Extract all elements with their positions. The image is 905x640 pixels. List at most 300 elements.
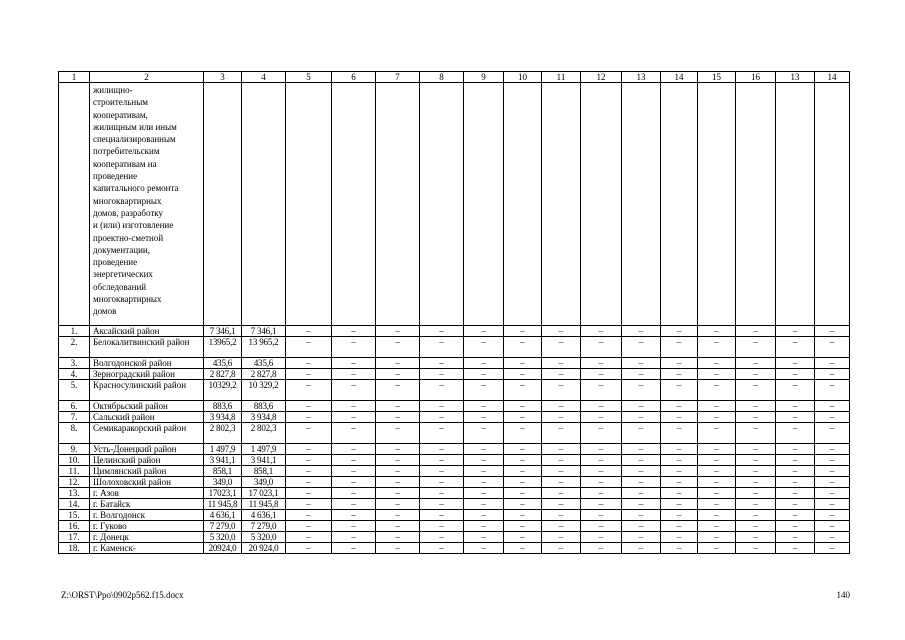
row-dash-cell: – bbox=[504, 326, 542, 337]
description-empty-cell bbox=[376, 83, 420, 326]
row-dash-cell: – bbox=[698, 380, 736, 401]
row-dash-cell: – bbox=[464, 444, 504, 455]
row-dash-cell: – bbox=[622, 543, 661, 554]
row-dash-cell: – bbox=[661, 477, 698, 488]
row-number: 18. bbox=[59, 543, 90, 554]
row-dash-cell: – bbox=[581, 477, 622, 488]
row-dash-cell: – bbox=[376, 401, 420, 412]
row-total-value: 349,0 bbox=[204, 477, 242, 488]
column-number-17: 13 bbox=[776, 72, 815, 83]
row-dash-cell: – bbox=[464, 455, 504, 466]
row-total-value: 11 945,8 bbox=[204, 499, 242, 510]
table-row bbox=[59, 337, 850, 358]
footer-page-number: 140 bbox=[836, 590, 850, 600]
row-dash-cell: – bbox=[581, 543, 622, 554]
description-empty-cell bbox=[698, 83, 736, 326]
column-number-18: 14 bbox=[815, 72, 850, 83]
row-dash-cell: – bbox=[622, 466, 661, 477]
row-name: г. Батайск bbox=[90, 499, 204, 510]
row-number: 2. bbox=[59, 337, 90, 358]
description-empty-cell bbox=[242, 83, 286, 326]
row-dash-cell: – bbox=[736, 532, 776, 543]
row-dash-cell: – bbox=[736, 543, 776, 554]
row-dash-cell: – bbox=[376, 369, 420, 380]
row-dash-cell: – bbox=[376, 358, 420, 369]
row-dash-cell: – bbox=[815, 326, 850, 337]
row-dash-cell: – bbox=[736, 337, 776, 358]
row-dash-cell: – bbox=[776, 521, 815, 532]
column-number-16: 16 bbox=[736, 72, 776, 83]
row-dash-cell: – bbox=[776, 455, 815, 466]
row-dash-cell: – bbox=[542, 466, 581, 477]
row-dash-cell: – bbox=[698, 455, 736, 466]
row-dash-cell: – bbox=[542, 412, 581, 423]
row-regional-value: 17 023,1 bbox=[242, 488, 286, 499]
row-dash-cell: – bbox=[332, 337, 376, 358]
row-dash-cell: – bbox=[698, 466, 736, 477]
row-dash-cell: – bbox=[332, 423, 376, 444]
row-dash-cell: – bbox=[376, 326, 420, 337]
row-dash-cell: – bbox=[504, 532, 542, 543]
row-dash-cell: – bbox=[661, 521, 698, 532]
row-dash-cell: – bbox=[420, 412, 464, 423]
row-dash-cell: – bbox=[286, 466, 332, 477]
row-dash-cell: – bbox=[420, 455, 464, 466]
row-total-value: 17023,1 bbox=[204, 488, 242, 499]
row-dash-cell: – bbox=[504, 488, 542, 499]
row-dash-cell: – bbox=[661, 510, 698, 521]
row-name: Волгодонской район bbox=[90, 358, 204, 369]
description-num-cell bbox=[59, 83, 90, 326]
table-row bbox=[59, 444, 850, 455]
row-dash-cell: – bbox=[286, 337, 332, 358]
table-row bbox=[59, 477, 850, 488]
row-dash-cell: – bbox=[504, 380, 542, 401]
row-regional-value: 11 945,8 bbox=[242, 499, 286, 510]
row-dash-cell: – bbox=[581, 380, 622, 401]
column-number-10: 10 bbox=[504, 72, 542, 83]
row-dash-cell: – bbox=[286, 401, 332, 412]
description-line: многоквартирных bbox=[93, 294, 162, 305]
row-dash-cell: – bbox=[376, 477, 420, 488]
row-dash-cell: – bbox=[504, 369, 542, 380]
row-dash-cell: – bbox=[542, 510, 581, 521]
row-number: 5. bbox=[59, 380, 90, 401]
row-number: 17. bbox=[59, 532, 90, 543]
row-dash-cell: – bbox=[736, 477, 776, 488]
row-dash-cell: – bbox=[420, 337, 464, 358]
row-regional-value: 435,6 bbox=[242, 358, 286, 369]
description-line: проведение bbox=[93, 257, 138, 268]
row-dash-cell: – bbox=[504, 423, 542, 444]
row-dash-cell: – bbox=[420, 369, 464, 380]
description-line: кооперативам, bbox=[93, 109, 148, 120]
row-dash-cell: – bbox=[420, 488, 464, 499]
row-number: 3. bbox=[59, 358, 90, 369]
row-number: 1. bbox=[59, 326, 90, 337]
description-line: специализированным bbox=[93, 134, 176, 145]
description-line: и (или) изготовление bbox=[93, 220, 174, 231]
row-number: 6. bbox=[59, 401, 90, 412]
column-number-8: 8 bbox=[420, 72, 464, 83]
description-line: кооперативам на bbox=[93, 158, 157, 169]
row-regional-value: 13 965,2 bbox=[242, 337, 286, 358]
row-name: Белокалитвинский район bbox=[90, 337, 204, 358]
column-number-12: 12 bbox=[581, 72, 622, 83]
table-row bbox=[59, 499, 850, 510]
row-dash-cell: – bbox=[736, 423, 776, 444]
row-dash-cell: – bbox=[736, 510, 776, 521]
row-dash-cell: – bbox=[661, 412, 698, 423]
row-dash-cell: – bbox=[581, 532, 622, 543]
row-dash-cell: – bbox=[815, 337, 850, 358]
row-dash-cell: – bbox=[736, 466, 776, 477]
row-dash-cell: – bbox=[376, 543, 420, 554]
row-dash-cell: – bbox=[464, 466, 504, 477]
row-dash-cell: – bbox=[736, 412, 776, 423]
row-dash-cell: – bbox=[464, 477, 504, 488]
row-dash-cell: – bbox=[698, 423, 736, 444]
row-dash-cell: – bbox=[776, 466, 815, 477]
row-dash-cell: – bbox=[542, 455, 581, 466]
row-dash-cell: – bbox=[661, 466, 698, 477]
row-dash-cell: – bbox=[776, 369, 815, 380]
table-row bbox=[59, 380, 850, 401]
row-dash-cell: – bbox=[581, 510, 622, 521]
row-dash-cell: – bbox=[332, 401, 376, 412]
row-name: Зерноградский район bbox=[90, 369, 204, 380]
row-total-value: 2 802,3 bbox=[204, 423, 242, 444]
row-dash-cell: – bbox=[698, 369, 736, 380]
row-dash-cell: – bbox=[420, 477, 464, 488]
description-empty-cell bbox=[504, 83, 542, 326]
description-line: обследований bbox=[93, 281, 147, 292]
description-row bbox=[59, 83, 850, 326]
row-dash-cell: – bbox=[736, 358, 776, 369]
description-empty-cell bbox=[464, 83, 504, 326]
row-dash-cell: – bbox=[776, 412, 815, 423]
row-dash-cell: – bbox=[464, 423, 504, 444]
row-regional-value: 5 320,0 bbox=[242, 532, 286, 543]
row-dash-cell: – bbox=[420, 401, 464, 412]
row-dash-cell: – bbox=[661, 380, 698, 401]
row-number: 10. bbox=[59, 455, 90, 466]
row-name: Целинский район bbox=[90, 455, 204, 466]
row-number: 13. bbox=[59, 488, 90, 499]
row-dash-cell: – bbox=[332, 521, 376, 532]
row-regional-value: 4 636,1 bbox=[242, 510, 286, 521]
row-dash-cell: – bbox=[698, 326, 736, 337]
row-dash-cell: – bbox=[286, 510, 332, 521]
row-dash-cell: – bbox=[464, 532, 504, 543]
row-dash-cell: – bbox=[815, 401, 850, 412]
row-dash-cell: – bbox=[698, 532, 736, 543]
row-dash-cell: – bbox=[376, 510, 420, 521]
row-number: 11. bbox=[59, 466, 90, 477]
row-dash-cell: – bbox=[736, 488, 776, 499]
row-dash-cell: – bbox=[332, 510, 376, 521]
row-dash-cell: – bbox=[332, 466, 376, 477]
column-number-15: 15 bbox=[698, 72, 736, 83]
table-row bbox=[59, 521, 850, 532]
row-dash-cell: – bbox=[504, 358, 542, 369]
description-empty-cell bbox=[661, 83, 698, 326]
row-number: 12. bbox=[59, 477, 90, 488]
row-dash-cell: – bbox=[622, 337, 661, 358]
row-regional-value: 7 279,0 bbox=[242, 521, 286, 532]
row-regional-value: 858,1 bbox=[242, 466, 286, 477]
row-dash-cell: – bbox=[286, 477, 332, 488]
row-dash-cell: – bbox=[581, 326, 622, 337]
row-dash-cell: – bbox=[504, 521, 542, 532]
table-row bbox=[59, 543, 850, 554]
row-dash-cell: – bbox=[376, 466, 420, 477]
row-name: г. Гуково bbox=[90, 521, 204, 532]
row-dash-cell: – bbox=[736, 401, 776, 412]
row-dash-cell: – bbox=[542, 369, 581, 380]
row-dash-cell: – bbox=[542, 401, 581, 412]
row-dash-cell: – bbox=[542, 380, 581, 401]
row-dash-cell: – bbox=[776, 477, 815, 488]
row-dash-cell: – bbox=[420, 444, 464, 455]
row-dash-cell: – bbox=[661, 369, 698, 380]
row-dash-cell: – bbox=[622, 380, 661, 401]
description-line: документации, bbox=[93, 244, 150, 255]
description-empty-cell bbox=[542, 83, 581, 326]
description-empty-cell bbox=[736, 83, 776, 326]
row-dash-cell: – bbox=[815, 369, 850, 380]
row-dash-cell: – bbox=[504, 444, 542, 455]
row-dash-cell: – bbox=[776, 401, 815, 412]
budget-table bbox=[58, 71, 850, 554]
column-number-2: 2 bbox=[90, 72, 204, 83]
table-row bbox=[59, 423, 850, 444]
column-number-7: 7 bbox=[376, 72, 420, 83]
row-total-value: 883,6 bbox=[204, 401, 242, 412]
row-dash-cell: – bbox=[661, 488, 698, 499]
row-name: Шолоховский район bbox=[90, 477, 204, 488]
row-dash-cell: – bbox=[332, 380, 376, 401]
column-number-3: 3 bbox=[204, 72, 242, 83]
row-dash-cell: – bbox=[542, 423, 581, 444]
row-name: Сальский район bbox=[90, 412, 204, 423]
row-dash-cell: – bbox=[504, 543, 542, 554]
row-dash-cell: – bbox=[376, 337, 420, 358]
row-dash-cell: – bbox=[622, 477, 661, 488]
row-dash-cell: – bbox=[661, 532, 698, 543]
row-dash-cell: – bbox=[504, 466, 542, 477]
row-dash-cell: – bbox=[622, 455, 661, 466]
row-dash-cell: – bbox=[332, 444, 376, 455]
row-dash-cell: – bbox=[542, 488, 581, 499]
row-dash-cell: – bbox=[286, 412, 332, 423]
row-dash-cell: – bbox=[581, 369, 622, 380]
row-dash-cell: – bbox=[376, 455, 420, 466]
row-dash-cell: – bbox=[622, 532, 661, 543]
row-dash-cell: – bbox=[332, 499, 376, 510]
row-dash-cell: – bbox=[504, 337, 542, 358]
row-dash-cell: – bbox=[698, 488, 736, 499]
row-dash-cell: – bbox=[376, 521, 420, 532]
row-name: Красносулинский район bbox=[90, 380, 204, 401]
row-name: г. Азов bbox=[90, 488, 204, 499]
row-dash-cell: – bbox=[661, 423, 698, 444]
row-name: Аксайский район bbox=[90, 326, 204, 337]
row-dash-cell: – bbox=[815, 543, 850, 554]
row-dash-cell: – bbox=[504, 510, 542, 521]
row-regional-value: 3 941,1 bbox=[242, 455, 286, 466]
row-name: г. Донецк bbox=[90, 532, 204, 543]
row-dash-cell: – bbox=[504, 477, 542, 488]
row-dash-cell: – bbox=[542, 532, 581, 543]
row-dash-cell: – bbox=[581, 401, 622, 412]
row-dash-cell: – bbox=[776, 488, 815, 499]
row-dash-cell: – bbox=[698, 412, 736, 423]
row-dash-cell: – bbox=[376, 380, 420, 401]
row-name: Октябрьский район bbox=[90, 401, 204, 412]
row-dash-cell: – bbox=[420, 326, 464, 337]
row-dash-cell: – bbox=[332, 477, 376, 488]
row-dash-cell: – bbox=[542, 521, 581, 532]
table-row bbox=[59, 401, 850, 412]
row-regional-value: 20 924,0 bbox=[242, 543, 286, 554]
row-dash-cell: – bbox=[286, 423, 332, 444]
row-name: г. Каменск- bbox=[90, 543, 204, 554]
row-dash-cell: – bbox=[542, 337, 581, 358]
row-dash-cell: – bbox=[815, 488, 850, 499]
row-dash-cell: – bbox=[376, 412, 420, 423]
row-dash-cell: – bbox=[286, 488, 332, 499]
description-line: домов bbox=[93, 306, 117, 317]
row-dash-cell: – bbox=[736, 326, 776, 337]
row-total-value: 20924,0 bbox=[204, 543, 242, 554]
column-number-4: 4 bbox=[242, 72, 286, 83]
row-dash-cell: – bbox=[661, 337, 698, 358]
row-dash-cell: – bbox=[581, 488, 622, 499]
row-dash-cell: – bbox=[661, 326, 698, 337]
row-dash-cell: – bbox=[464, 358, 504, 369]
row-dash-cell: – bbox=[464, 369, 504, 380]
row-total-value: 1 497,9 bbox=[204, 444, 242, 455]
row-dash-cell: – bbox=[622, 412, 661, 423]
row-dash-cell: – bbox=[622, 358, 661, 369]
row-total-value: 7 279,0 bbox=[204, 521, 242, 532]
row-dash-cell: – bbox=[622, 326, 661, 337]
row-name: Цимлянский район bbox=[90, 466, 204, 477]
row-dash-cell: – bbox=[698, 401, 736, 412]
table-row bbox=[59, 488, 850, 499]
row-regional-value: 2 827,8 bbox=[242, 369, 286, 380]
row-dash-cell: – bbox=[776, 444, 815, 455]
row-total-value: 10329,2 bbox=[204, 380, 242, 401]
column-number-5: 5 bbox=[286, 72, 332, 83]
row-dash-cell: – bbox=[376, 444, 420, 455]
row-dash-cell: – bbox=[776, 337, 815, 358]
row-dash-cell: – bbox=[815, 423, 850, 444]
description-empty-cell bbox=[204, 83, 242, 326]
row-dash-cell: – bbox=[464, 510, 504, 521]
row-dash-cell: – bbox=[464, 499, 504, 510]
row-dash-cell: – bbox=[581, 466, 622, 477]
row-dash-cell: – bbox=[376, 423, 420, 444]
row-dash-cell: – bbox=[581, 358, 622, 369]
row-dash-cell: – bbox=[622, 423, 661, 444]
row-dash-cell: – bbox=[622, 510, 661, 521]
row-dash-cell: – bbox=[464, 326, 504, 337]
row-dash-cell: – bbox=[420, 521, 464, 532]
row-dash-cell: – bbox=[542, 444, 581, 455]
row-total-value: 13965,2 bbox=[204, 337, 242, 358]
row-dash-cell: – bbox=[661, 401, 698, 412]
row-dash-cell: – bbox=[698, 444, 736, 455]
row-dash-cell: – bbox=[286, 380, 332, 401]
row-dash-cell: – bbox=[736, 380, 776, 401]
row-number: 14. bbox=[59, 499, 90, 510]
row-dash-cell: – bbox=[332, 488, 376, 499]
row-dash-cell: – bbox=[698, 477, 736, 488]
description-line: энергетических bbox=[93, 269, 153, 280]
row-dash-cell: – bbox=[332, 532, 376, 543]
row-dash-cell: – bbox=[332, 326, 376, 337]
row-total-value: 2 827,8 bbox=[204, 369, 242, 380]
row-dash-cell: – bbox=[736, 455, 776, 466]
table-row bbox=[59, 369, 850, 380]
row-dash-cell: – bbox=[661, 444, 698, 455]
row-dash-cell: – bbox=[464, 543, 504, 554]
row-dash-cell: – bbox=[332, 369, 376, 380]
row-dash-cell: – bbox=[736, 499, 776, 510]
row-dash-cell: – bbox=[622, 499, 661, 510]
row-dash-cell: – bbox=[286, 499, 332, 510]
row-dash-cell: – bbox=[736, 369, 776, 380]
row-dash-cell: – bbox=[464, 380, 504, 401]
row-dash-cell: – bbox=[464, 488, 504, 499]
row-dash-cell: – bbox=[542, 358, 581, 369]
row-regional-value: 2 802,3 bbox=[242, 423, 286, 444]
row-dash-cell: – bbox=[464, 521, 504, 532]
row-dash-cell: – bbox=[815, 521, 850, 532]
row-dash-cell: – bbox=[581, 455, 622, 466]
row-dash-cell: – bbox=[464, 412, 504, 423]
row-total-value: 3 941,1 bbox=[204, 455, 242, 466]
row-dash-cell: – bbox=[332, 543, 376, 554]
row-dash-cell: – bbox=[776, 358, 815, 369]
description-line: жилищным или иным bbox=[93, 121, 177, 132]
row-dash-cell: – bbox=[581, 423, 622, 444]
row-regional-value: 883,6 bbox=[242, 401, 286, 412]
row-dash-cell: – bbox=[420, 499, 464, 510]
description-empty-cell bbox=[581, 83, 622, 326]
row-dash-cell: – bbox=[420, 543, 464, 554]
row-dash-cell: – bbox=[815, 358, 850, 369]
row-dash-cell: – bbox=[661, 358, 698, 369]
row-number: 9. bbox=[59, 444, 90, 455]
row-dash-cell: – bbox=[581, 444, 622, 455]
description-line: домов, разработку bbox=[93, 207, 164, 218]
row-dash-cell: – bbox=[542, 326, 581, 337]
row-dash-cell: – bbox=[420, 510, 464, 521]
row-dash-cell: – bbox=[776, 510, 815, 521]
row-dash-cell: – bbox=[420, 423, 464, 444]
row-dash-cell: – bbox=[286, 369, 332, 380]
description-line: жилищно- bbox=[93, 85, 133, 95]
row-regional-value: 3 934,8 bbox=[242, 412, 286, 423]
table-row bbox=[59, 532, 850, 543]
row-dash-cell: – bbox=[286, 326, 332, 337]
row-dash-cell: – bbox=[542, 499, 581, 510]
row-total-value: 4 636,1 bbox=[204, 510, 242, 521]
row-dash-cell: – bbox=[661, 455, 698, 466]
